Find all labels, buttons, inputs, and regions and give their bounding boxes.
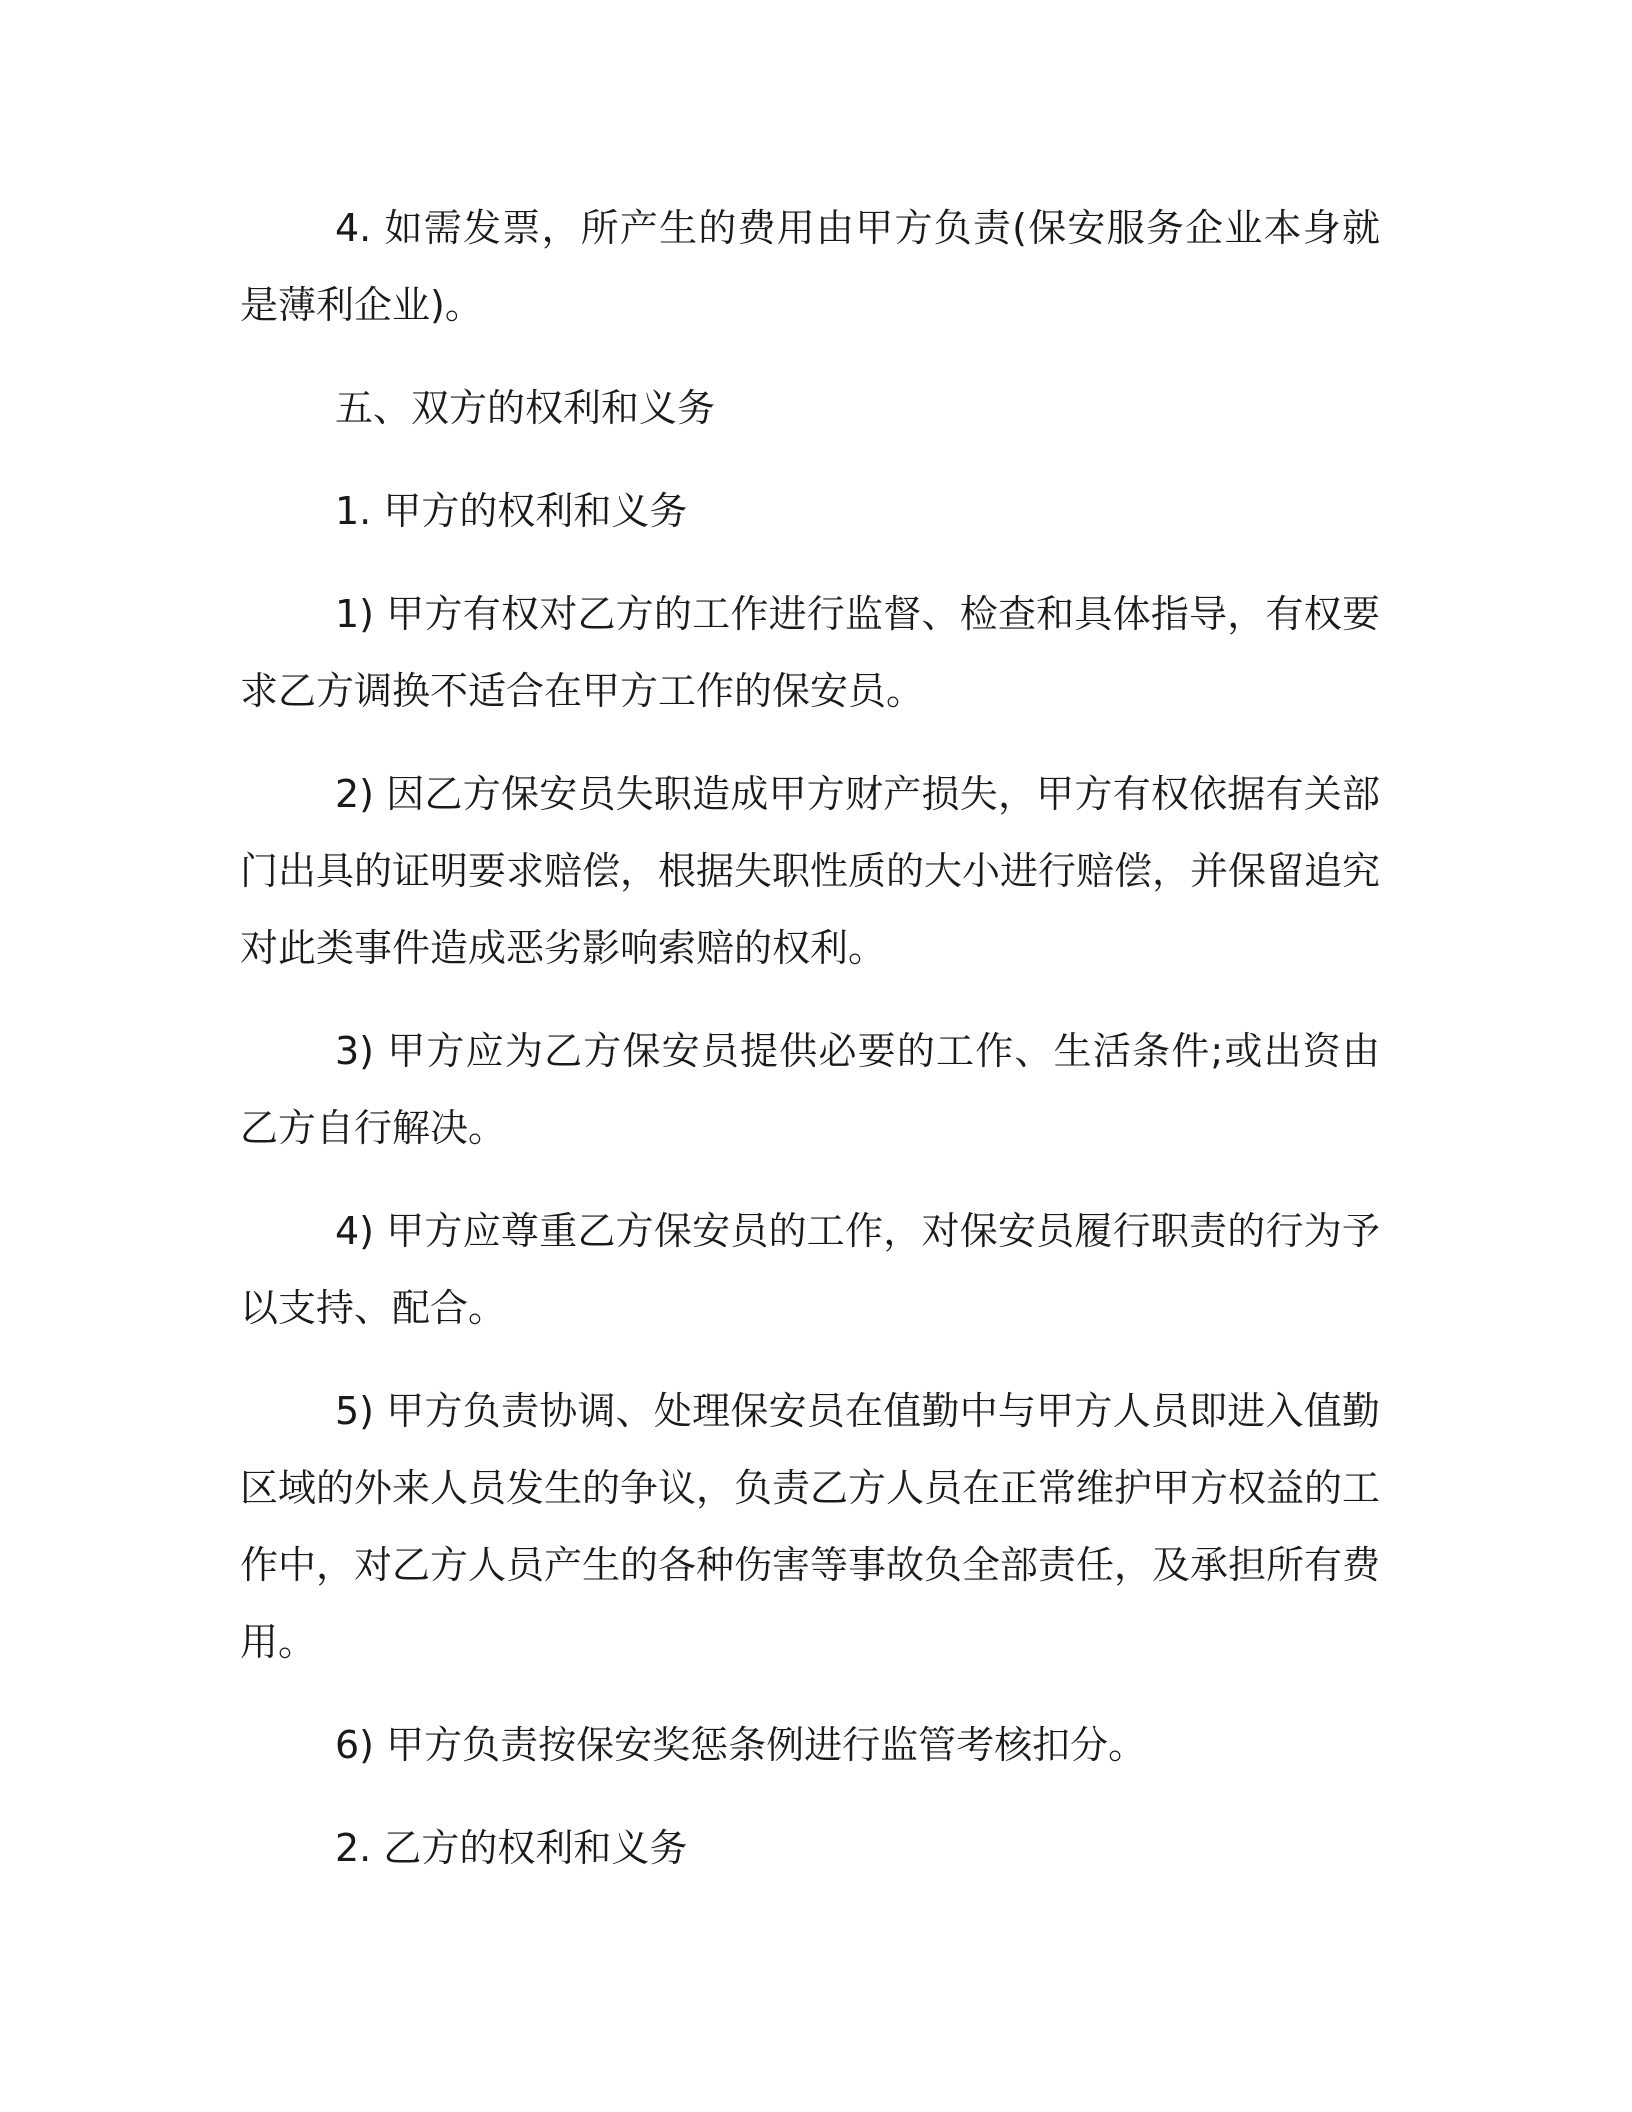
document-body [240, 190, 1380, 1913]
clause-party-a-4: 4) 甲方应尊重乙方保安员的工作，对保安员履行职责的行为予以支持、配合。 [240, 1209, 1380, 1330]
clause-party-a-3: 3) 甲方应为乙方保安员提供必要的工作、生活条件;或出资由乙方自行解决。 [240, 1029, 1380, 1150]
clause-party-a-2: 2) 因乙方保安员失职造成甲方财产损失，甲方有权依据有关部门出具的证明要求赔偿，根据失职性质的大小进行赔偿，并保留追究对此类事件造成恶劣影响索赔的权利。 [240, 772, 1381, 970]
clause-party-a-5: 5) 甲方负责协调、处理保安员在值勤中与甲方人员即进入值勤区域的外来人员发生的争议，负责乙方人员在正常维护甲方权益的工作中，对乙方人员产生的各种伤害等事故负全部责任，及承担所有费用。 [240, 1389, 1381, 1664]
subsection-heading-party-b: 2. 乙方的权利和义务 [335, 1826, 688, 1870]
clause-party-a-6: 6) 甲方负责按保安奖惩条例进行监管考核扣分。 [335, 1723, 1147, 1767]
clause-party-a-1: 1) 甲方有权对乙方的工作进行监督、检查和具体指导，有权要求乙方调换不适合在甲方工作的保安员。 [240, 592, 1380, 713]
paragraph-invoice-fee: 4. 如需发票，所产生的费用由甲方负责(保安服务企业本身就是薄利企业)。 [240, 206, 1380, 327]
subsection-heading-party-a: 1. 甲方的权利和义务 [335, 489, 688, 533]
section-heading-rights-obligations: 五、双方的权利和义务 [335, 386, 716, 430]
